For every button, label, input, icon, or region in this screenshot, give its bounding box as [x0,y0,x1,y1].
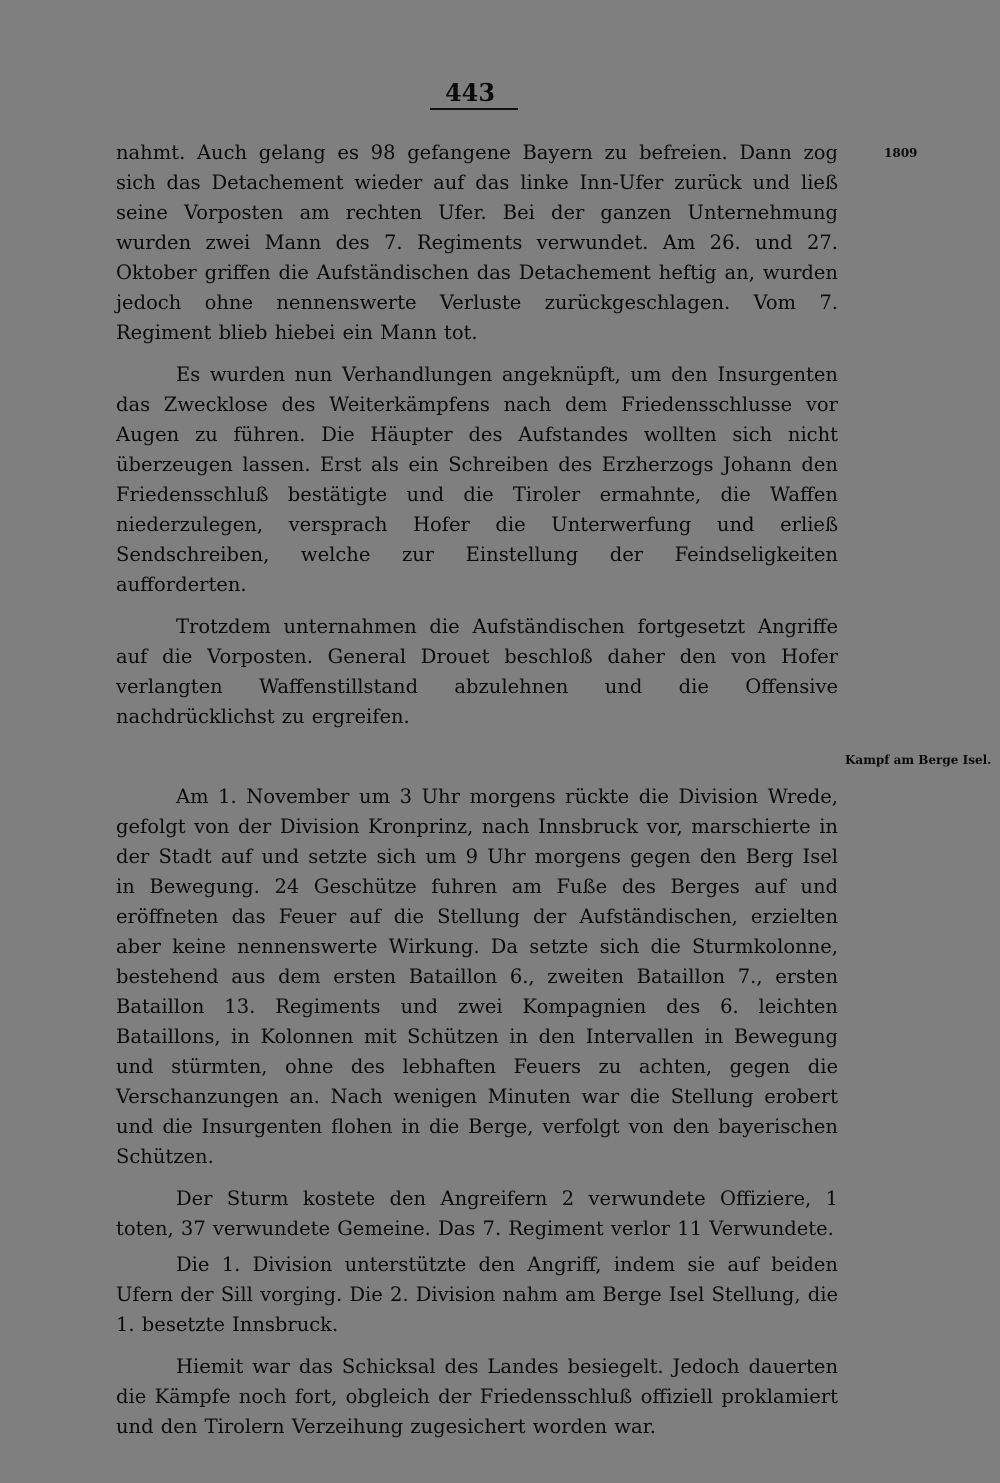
paragraph-7: Hiemit war das Schicksal des Landes besiegelt. Jedoch dauerten die Kämpfe noch fort, obgleich der Friedensschluß offiziell proklamiert und den Tirolern Verzeihung zugesichert worden war. [116,1355,838,1438]
body-text [116,138,838,1454]
paragraph-6: Die 1. Division unterstützte den Angriff, indem sie auf beiden Ufern der Sill vorging. Die 2. Division nahm am Berge Isel Stellung, die 1. besetzte Innsbruck. [116,1253,838,1336]
page-number: 443 [444,78,496,107]
margin-note-year: 1809 [884,146,918,160]
paragraph-2: Es wurden nun Verhandlungen angeknüpft, um den Insurgenten das Zwecklose des Weiterkämpfens nach dem Friedensschlusse vor Augen zu führen. Die Häupter des Aufstandes wollten sich nicht überzeugen lassen. Erst als ein Schreiben des Erzherzogs Johann den Friedensschluß bestätigte und die Tiroler ermahnte, die Waffen niederzulegen, versprach Hofer die Unterwerfung und erließ Sendschreiben, welche zur Einstellung der Feindseligkeiten aufforderten. [116,363,838,596]
paragraph-5: Der Sturm kostete den Angreifern 2 verwundete Offiziere, 1 toten, 37 verwundete Gemeine. Das 7. Regiment verlor 11 Verwundete. [116,1187,838,1240]
paragraph-4: Am 1. November um 3 Uhr morgens rückte die Division Wrede, gefolgt von der Division Kronprinz, nach Innsbruck vor, marschierte in der Stadt auf und setzte sich um 9 Uhr morgens gegen den Berg Isel in Bewegung. 24 Geschütze fuhren am Fuße des Berges auf und eröffneten das Feuer auf die Stellung der Aufständischen, erzielten aber keine nennenswerte Wirkung. Da setzte sich die Sturmkolonne, bestehend aus dem ersten Bataillon 6., zweiten Bataillon 7., ersten Bataillon 13. Regiments und zwei Kompagnien des 6. leichten Bataillons, in Kolonnen mit Schützen in den Intervallen in Bewegung und stürmten, ohne des lebhaften Feuers zu achten, gegen die Verschanzungen an. Nach wenigen Minuten war die Stellung erobert und die Insurgenten flohen in die Berge, verfolgt von den bayerischen Schützen. [116,785,838,1168]
paragraph-1: nahmt. Auch gelang es 98 gefangene Bayern zu befreien. Dann zog sich das Detachement wieder auf das linke Inn-Ufer zurück und ließ seine Vorposten am rechten Ufer. Bei der ganzen Unternehmung wurden zwei Mann des 7. Regiments verwundet. Am 26. und 27. Oktober griffen die Aufständischen das Detachement heftig an, wurden jedoch ohne nennenswerte Verluste zurückgeschlagen. Vom 7. Regiment blieb hiebei ein Mann tot. [116,141,838,344]
paragraph-3: Trotzdem unternahmen die Aufständischen fortgesetzt Angriffe auf die Vorposten. General Drouet beschloß daher den von Hofer verlangten Waffenstillstand abzulehnen und die Offensive nachdrücklichst zu ergreifen. [116,615,838,728]
page-number-rule [430,108,518,110]
margin-note-battle: Kampf am Berge Isel. [845,753,992,767]
